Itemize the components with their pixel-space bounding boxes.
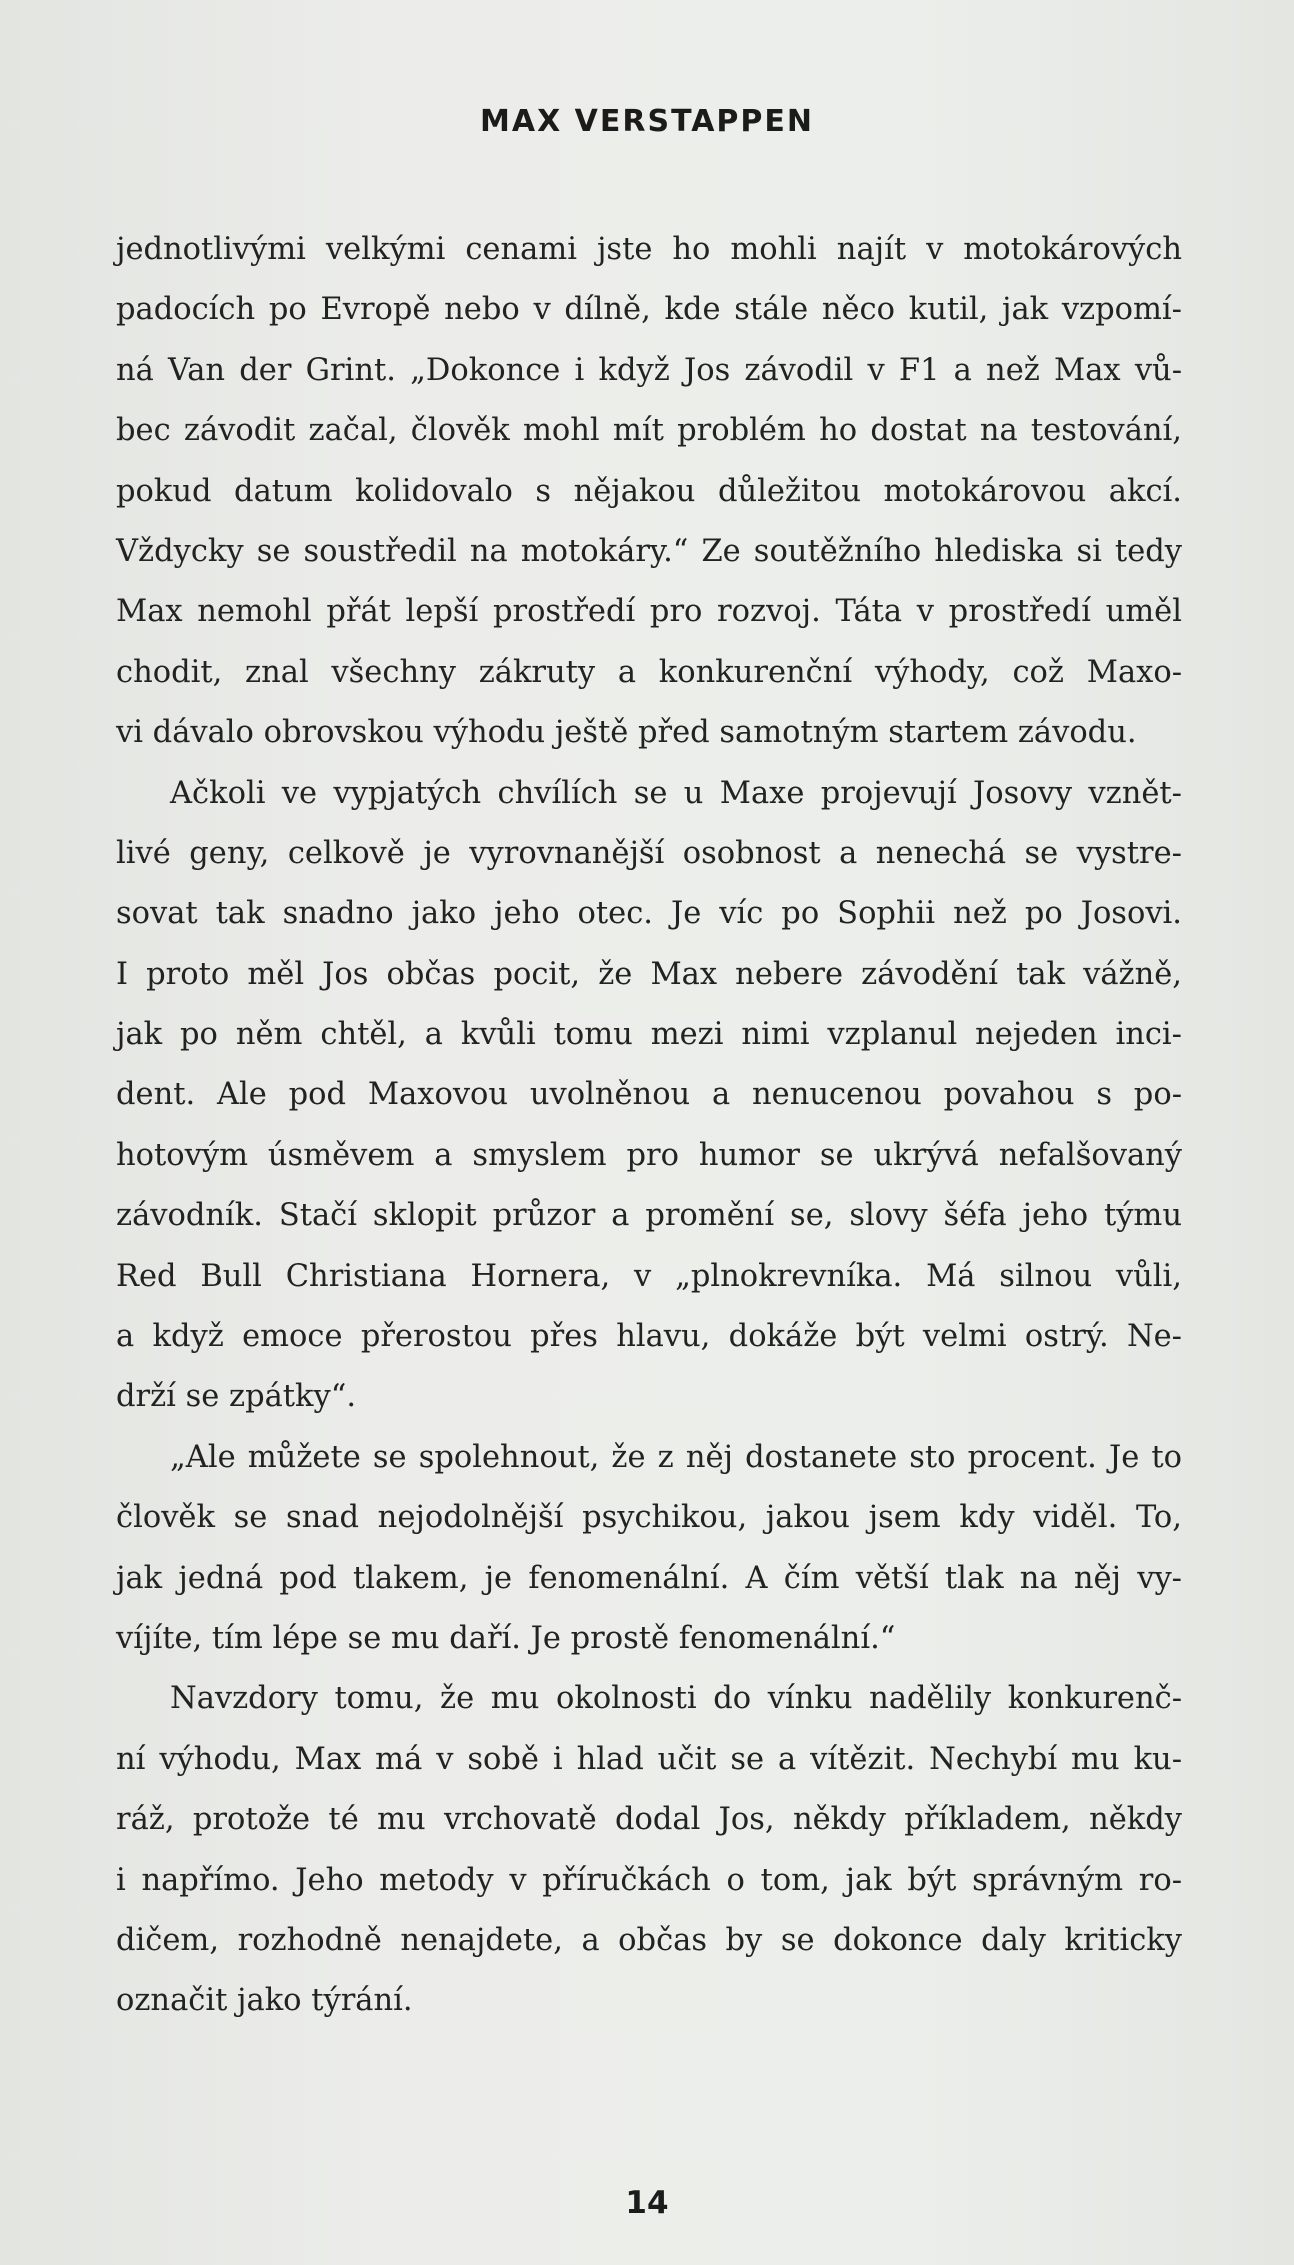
text-line: hotovým úsměvem a smyslem pro humor se ukrývá nefalšovaný [116,1137,1182,1173]
text-line: jak po něm chtěl, a kvůli tomu mezi nimi vzplanul nejeden inci- [116,1017,1182,1053]
text-line: ní výhodu, Max má v sobě i hlad učit se a vítězit. Nechybí mu ku- [116,1741,1182,1777]
text-line: I proto měl Jos občas pocit, že Max nebere závodění tak vážně, [116,956,1182,992]
text-line: Navzdory tomu, že mu okolnosti do vínku nadělily konkurenč- [170,1681,1182,1717]
text-line: Max nemohl přát lepší prostředí pro rozvoj. Táta v prostředí uměl [116,594,1182,630]
text-line: dent. Ale pod Maxovou uvolněnou a nenucenou povahou s po- [116,1077,1182,1113]
text-line: jednotlivými velkými cenami jste ho mohli najít v motokárových [116,232,1182,267]
text-line: vi dávalo obrovskou výhodu ještě před samotným startem závodu. [116,715,1137,751]
text-line: člověk se snad nejodolnější psychikou, jakou jsem kdy viděl. To, [116,1500,1182,1536]
text-line: padocích po Evropě nebo v dílně, kde stále něco kutil, jak vzpomí- [116,292,1182,328]
page-number: 14 [625,2185,669,2221]
text-line: bec závodit začal, člověk mohl mít problém ho dostat na testování, [116,413,1182,449]
text-line: dičem, rozhodně nenajdete, a občas by se dokonce daly kriticky [116,1922,1182,1958]
text-line: víjíte, tím lépe se mu daří. Je prostě fenomenální.“ [116,1620,896,1656]
text-line: Red Bull Christiana Hornera, v „plnokrevníka. Má silnou vůli, [116,1258,1182,1294]
text-line: ráž, protože té mu vrchovatě dodal Jos, někdy příkladem, někdy [116,1802,1182,1838]
text-line: i napřímo. Jeho metody v příručkách o tom, jak být správným ro- [116,1862,1182,1898]
text-line: „Ale můžete se spolehnout, že z něj dostanete sto procent. Je to [170,1439,1182,1475]
text-line: chodit, znal všechny zákruty a konkurenční výhody, což Maxo- [116,654,1182,690]
text-line: Ačkoli ve vypjatých chvílích se u Maxe projevují Josovy vznět- [170,775,1182,811]
text-line: Vždycky se soustředil na motokáry.“ Ze soutěžního hlediska si tedy [116,533,1182,569]
text-line: pokud datum kolidovalo s nějakou důležitou motokárovou akcí. [116,473,1182,509]
text-line: sovat tak snadno jako jeho otec. Je víc po Sophii než po Josovi. [116,896,1182,932]
running-head: MAX VERSTAPPEN [480,104,814,139]
text-line: označit jako týrání. [116,1983,413,2019]
text-line: drží se zpátky“. [116,1379,357,1415]
text-line: ná Van der Grint. „Dokonce i když Jos závodil v F1 a než Max vů- [116,352,1182,388]
text-line: závodník. Stačí sklopit průzor a promění se, slovy šéfa jeho týmu [116,1198,1182,1234]
text-line: a když emoce přerostou přes hlavu, dokáže být velmi ostrý. Ne- [116,1319,1182,1355]
text-line: jak jedná pod tlakem, je fenomenální. A čím větší tlak na něj vy- [116,1560,1182,1596]
body-text [116,220,1182,2032]
text-line: livé geny, celkově je vyrovnanější osobnost a nenechá se vystre- [116,835,1182,871]
